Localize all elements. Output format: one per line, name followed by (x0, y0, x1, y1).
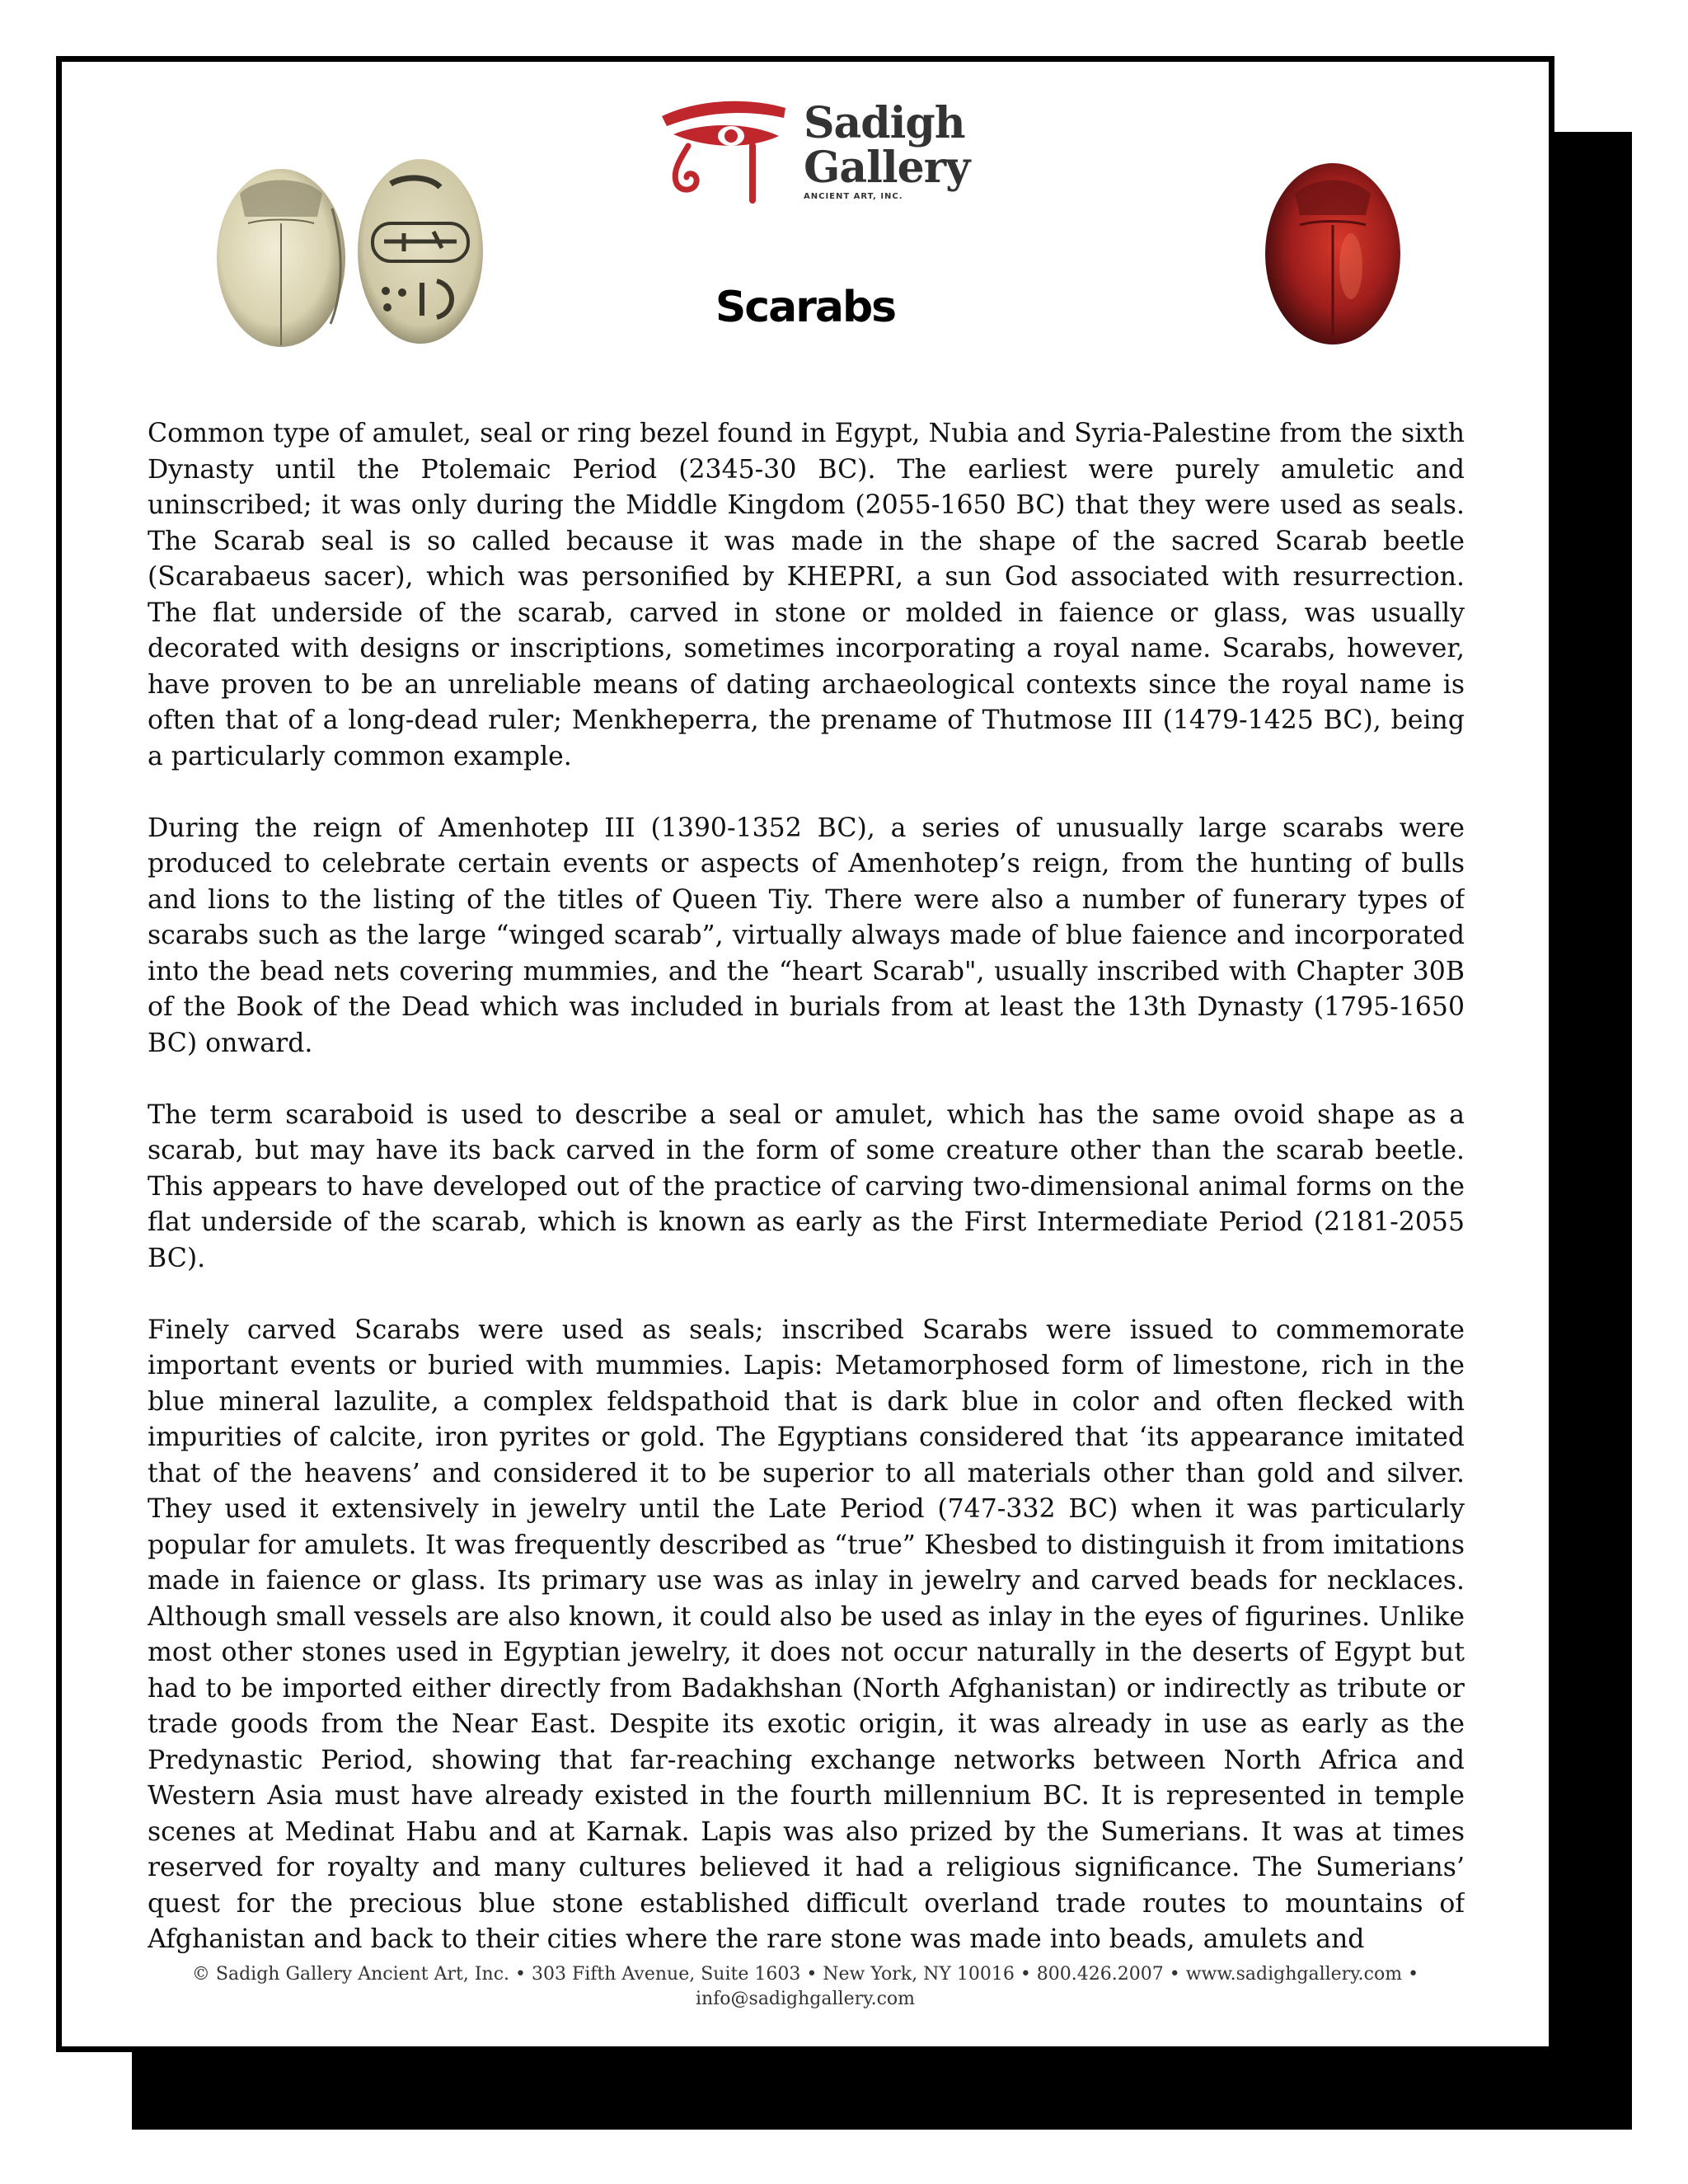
footer-email: info@sadighgallery.com (695, 1989, 916, 2009)
paragraph-3: The term scaraboid is used to describe a seal or amulet, which has the same ovoid shape as a scarab, but may have its back carved in the form of some creature other than the scarab beetle. This appears to have developed out of the practice of carving two-dimensional animal forms on the flat underside of the scarab, which is known as early as the First Intermediate Period (2181-2055 BC). (148, 1099, 1465, 1273)
document-page (56, 56, 1554, 2052)
paragraph-4: Finely carved Scarabs were used as seals; inscribed Scarabs were issued to commemorate important events or buried with mummies. Lapis: Metamorphosed form of limestone, rich in the blue mineral lazulite, a complex feldspathoid that is dark blue in color and often flecked with impurities of calcite, iron pyrites or gold. The Egyptians considered that ‘its appearance imitated that of the heavens’ and considered it to be superior to all materials other than gold and silver. They used it extensively in jewelry until the Late Period (747-332 BC) when it was particularly popular for amulets. It was frequently described as “true” Khesbed to distinguish it from imitations made in faience or glass. Its primary use was as inlay in jewelry and carved beads for necklaces. Although small vessels are also known, it could also be used as inlay in the eyes of figurines. Unlike most other stones used in Egyptian jewelry, it does not occur naturally in the deserts of Egypt but had to be imported either directly from Badakhshan (North Afghanistan) or indirectly as tribute or trade goods from the Near East. Despite its exotic origin, it was already in use as early as the Predynastic Period, showing that far-reaching exchange networks between North Africa and Western Asia must have already existed in the fourth millennium BC. It is represented in temple scenes at Medinat Habu and at Karnak. Lapis was also prized by the Sumerians. It was at times reserved for royalty and many cultures believed it had a religious significance. The Sumerians’ quest for the precious blue stone established difficult overland trade routes to mountains of Afghanistan and back to their cities where the rare stone was made into beads, amulets and (148, 1315, 1465, 1954)
sadigh-gallery-logo (655, 93, 1034, 217)
page-title: Scarabs (715, 283, 896, 332)
logo-name-line2: Gallery (804, 143, 970, 193)
page-footer (62, 1962, 1549, 2012)
paragraph-2: During the reign of Amenhotep III (1390-1352 BC), a series of unusually large scarabs were produced to celebrate certain events or aspects of Amenhotep’s reign, from the hunting of bulls and lions to the listing of the titles of Queen Tiy. There were also a number of funerary types of scarabs such as the large “winged scarab”, virtually always made of blue faience and incorporated into the bead nets covering mummies, and the “heart Scarab", usually inscribed with Chapter 30B of the Book of the Dead which was included in burials from at least the 13th Dynasty (1795-1650 BC) onward. (148, 813, 1465, 1058)
footer-contact-line: © Sadigh Gallery Ancient Art, Inc. • 303 Fifth Avenue, Suite 1603 • New York, NY 10016 • 800.426.2007 • www.sadighgallery.com • (191, 1964, 1419, 1985)
logo-name-line1: Sadigh (804, 98, 965, 148)
logo-tagline: ANCIENT ART, INC. (804, 192, 903, 201)
logo-wordmark (804, 98, 970, 193)
eye-of-horus-icon (655, 93, 791, 209)
article-body (148, 416, 1465, 1966)
paragraph-1: Common type of amulet, seal or ring bezel found in Egypt, Nubia and Syria-Palestine from the sixth Dynasty until the Ptolemaic Period (2345-30 BC). The earliest were purely amuletic and uninscribed; it was only during the Middle Kingdom (2055-1650 BC) that they were used as seals. The Scarab seal is so called because it was made in the shape of the sacred Scarab beetle (Scarabaeus sacer), which was personified by KHEPRI, a sun God associated with resurrection. The flat underside of the scarab, carved in stone or molded in faience or glass, was usually decorated with designs or inscriptions, sometimes incorporating a royal name. Scarabs, however, have proven to be an unreliable means of dating archaeological contexts since the royal name is often that of a long-dead ruler; Menkheperra, the prename of Thutmose III (1479-1425 BC), being a particularly common example. (148, 419, 1465, 771)
